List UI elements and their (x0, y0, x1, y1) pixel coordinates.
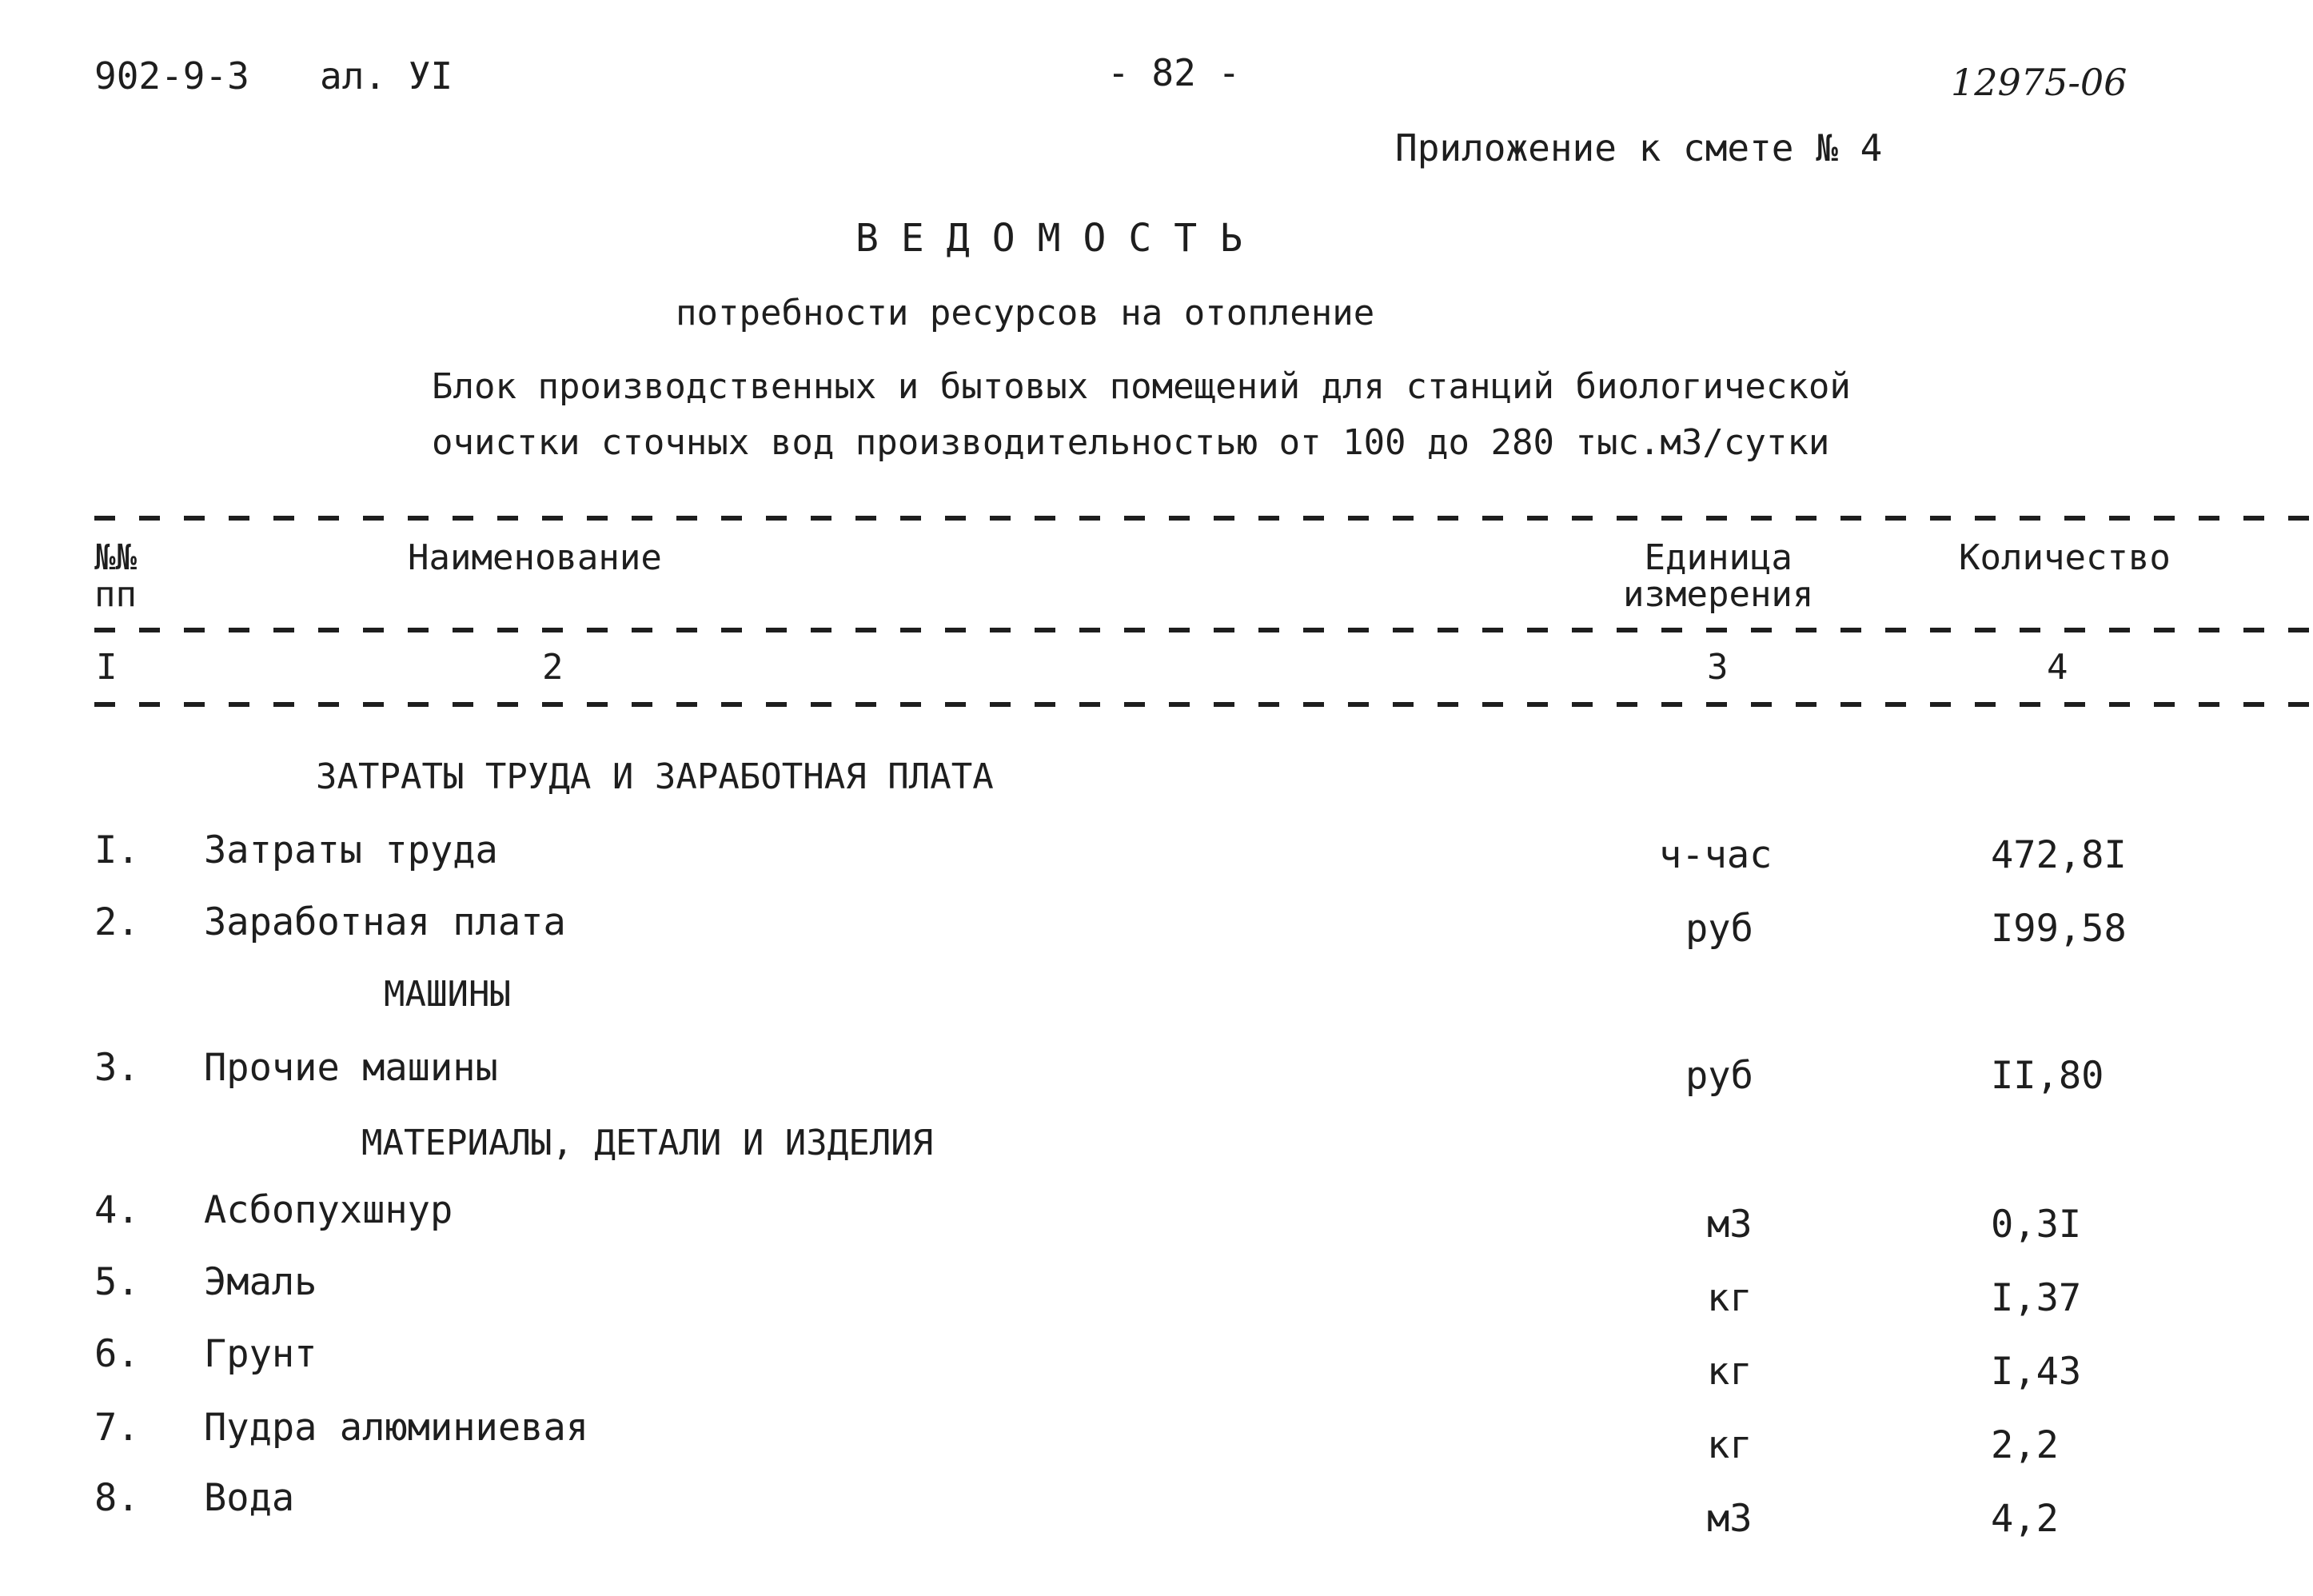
row-number: 2. (94, 900, 140, 944)
row-number: 3. (94, 1046, 140, 1090)
page-number: - 82 - (1107, 51, 1241, 94)
column-number-2: 2 (542, 647, 564, 688)
row-number: 4. (94, 1188, 140, 1232)
row-quantity: 4,2 (1991, 1497, 2059, 1541)
row-number: 7. (94, 1406, 140, 1450)
statement-title: ВЕДОМОСТЬ (855, 216, 1266, 261)
row-name: Грунт (204, 1332, 317, 1376)
row-unit: руб (1685, 907, 1753, 951)
column-header-name: Наименование (408, 537, 662, 578)
section-title-materials: МАТЕРИАЛЫ, ДЕТАЛИ И ИЗДЕЛИЯ (361, 1123, 934, 1163)
row-number: 5. (94, 1260, 140, 1304)
statement-object-line2: очистки сточных вод производительностью от 100 до 280 тыс.м3/сутки (432, 422, 1830, 463)
row-number: 8. (94, 1476, 140, 1520)
row-name: Заработная плата (204, 900, 566, 944)
row-quantity: 2,2 (1991, 1423, 2059, 1467)
row-unit: ч-час (1659, 833, 1773, 877)
row-unit: м3 (1707, 1497, 1753, 1541)
row-name: Эмаль (204, 1260, 317, 1304)
row-quantity: I,37 (1991, 1276, 2082, 1320)
statement-subtitle: потребности ресурсов на отопление (676, 293, 1375, 333)
column-number-1: I (96, 647, 118, 688)
row-name: Затраты труда (204, 828, 498, 872)
row-quantity: II,80 (1991, 1054, 2104, 1098)
row-name: Прочие машины (204, 1046, 498, 1090)
table-numbering-rule (94, 702, 2309, 707)
section-title-machines: МАШИНЫ (384, 974, 511, 1015)
album-label: ал. УI (320, 54, 453, 98)
row-name: Вода (204, 1476, 295, 1520)
handwritten-number: 12975-06 (1951, 61, 2128, 104)
section-title-labour: ЗАТРАТЫ ТРУДА И ЗАРАБОТНАЯ ПЛАТА (316, 756, 994, 797)
document-code: 902-9-3 (94, 54, 249, 98)
statement-object-line1: Блок производственных и бытовых помещений для станций биологической (432, 366, 1851, 407)
row-name: Асбопухшнур (204, 1188, 453, 1232)
row-unit: кг (1707, 1276, 1753, 1320)
row-quantity: I,43 (1991, 1350, 2082, 1394)
column-number-3: 3 (1707, 647, 1729, 688)
column-header-unit: Единица измерения (1623, 537, 1814, 616)
row-number: I. (94, 828, 140, 872)
column-number-4: 4 (2047, 647, 2068, 688)
row-unit: кг (1707, 1350, 1753, 1394)
row-unit: руб (1685, 1054, 1753, 1098)
row-unit: м3 (1707, 1203, 1753, 1247)
column-header-quantity: Количество (1959, 537, 2171, 578)
row-unit: кг (1707, 1423, 1753, 1467)
appendix-label: Приложение к смете № 4 (1395, 126, 1883, 170)
table-header-rule (94, 628, 2309, 632)
row-number: 6. (94, 1332, 140, 1376)
row-quantity: 0,3I (1991, 1203, 2082, 1247)
row-name: Пудра алюминиевая (204, 1406, 589, 1450)
column-header-number: №№ пп (94, 537, 137, 616)
row-quantity: 472,8I (1991, 833, 2127, 877)
row-quantity: I99,58 (1991, 907, 2127, 951)
table-top-rule (94, 516, 2309, 521)
